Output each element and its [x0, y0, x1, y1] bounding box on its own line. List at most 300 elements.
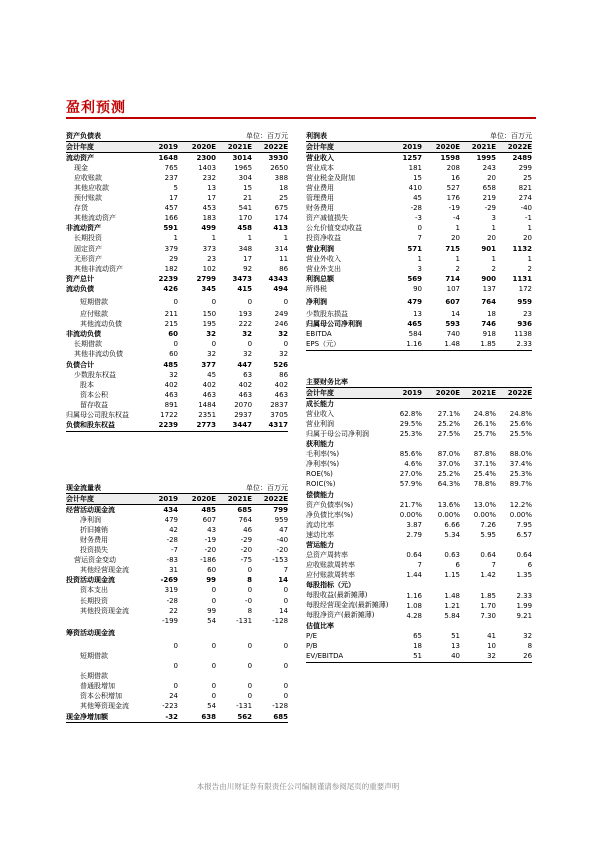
value-cell: 25 [279, 194, 289, 203]
row-label: 营业收入 [306, 153, 334, 162]
value-cell: 60 [169, 350, 178, 359]
row-label: 营业费用 [306, 184, 334, 193]
section-row [306, 440, 532, 450]
table-row [66, 340, 288, 350]
value-cell: 27.5% [437, 430, 460, 439]
table-row [66, 421, 288, 432]
value-cell: 17 [169, 194, 178, 203]
value-cell: -269 [160, 576, 178, 585]
unit-label: 单位：百万元 [490, 131, 532, 140]
value-cell: 57.9% [399, 480, 422, 489]
table-row [66, 264, 288, 274]
row-label: 总资产周转率 [306, 551, 348, 560]
value-cell: 1.35 [516, 571, 533, 580]
row-label: 投资净收益 [306, 234, 341, 243]
value-cell: 23 [207, 254, 217, 263]
heading-divider [66, 117, 536, 119]
value-cell: 410 [408, 184, 422, 193]
value-cell: 2799 [196, 274, 217, 283]
table-row [66, 370, 288, 380]
value-cell: 0 [211, 662, 217, 671]
section-row [306, 541, 532, 551]
row-label: 归属母公司净利润 [306, 320, 362, 329]
value-cell: 1 [173, 234, 178, 243]
table-row [66, 224, 288, 234]
table-row [66, 234, 288, 244]
table-row [306, 264, 532, 274]
value-cell: 0 [247, 662, 253, 671]
value-cell: 20 [487, 234, 496, 243]
value-cell: 0 [211, 641, 217, 650]
table-row [306, 274, 532, 284]
row-label: 速动比率 [306, 530, 334, 539]
table-row [306, 310, 532, 320]
value-cell: 319 [164, 586, 178, 595]
value-cell: 2489 [512, 153, 532, 162]
table-row [66, 586, 288, 596]
value-cell: 0 [211, 682, 217, 691]
value-cell: 458 [237, 224, 253, 233]
row-label: 应收账款周转率 [306, 561, 355, 570]
value-cell: 0 [247, 641, 253, 650]
row-label: 经营活动现金流 [66, 505, 115, 514]
table-row [306, 284, 532, 294]
value-cell: -153 [272, 556, 289, 565]
row-label: 少数股东权益 [74, 370, 116, 379]
value-cell: 1722 [160, 410, 178, 419]
row-label: 长期投资 [74, 234, 102, 243]
year-header: 2019 [396, 142, 422, 153]
value-cell: 1.16 [406, 591, 422, 600]
value-cell: 5 [173, 184, 178, 193]
table-row [66, 214, 288, 224]
row-label: 流动比率 [306, 520, 334, 529]
value-cell: 18 [279, 184, 289, 193]
value-cell: 746 [481, 320, 496, 329]
value-cell: 764 [238, 515, 253, 524]
value-cell [396, 490, 422, 500]
value-cell: 25.3% [509, 470, 533, 479]
value-cell: 0 [211, 340, 217, 349]
row-label: 资产负债率(%) [306, 500, 354, 509]
value-cell: 0 [283, 692, 289, 701]
value-cell: 25.7% [473, 430, 496, 439]
value-cell: 89.7% [509, 480, 533, 489]
value-cell: 0 [211, 586, 217, 595]
value-cell: 1.44 [406, 571, 422, 580]
table-row [66, 380, 288, 390]
row-label: 其他投资现金流 [80, 606, 129, 615]
value-cell: 891 [164, 400, 178, 409]
row-label: 流动资产 [66, 153, 94, 162]
value-cell: 15 [413, 173, 422, 182]
value-cell [216, 651, 252, 661]
value-cell: 0 [283, 662, 289, 671]
value-cell: 13.6% [437, 500, 460, 509]
value-cell: 7.30 [480, 611, 496, 620]
value-cell: 1257 [402, 153, 422, 162]
value-cell: 18 [413, 641, 422, 650]
value-cell: 0 [283, 340, 289, 349]
value-cell: 60 [207, 566, 217, 575]
value-cell: 485 [163, 360, 178, 369]
value-cell [460, 440, 496, 450]
value-cell: 150 [202, 310, 217, 319]
value-cell: 32 [206, 330, 217, 339]
row-label: 负债合计 [66, 360, 94, 369]
table-row [306, 429, 532, 439]
value-cell: 46 [243, 525, 253, 534]
row-label: 每股收益(最新摊薄) [306, 591, 368, 600]
table-row [306, 183, 532, 193]
value-cell: 54 [207, 616, 217, 625]
value-cell: 936 [517, 320, 532, 329]
table-row [306, 194, 532, 204]
year-header: 2021E [216, 494, 252, 505]
value-cell: 14 [451, 310, 460, 319]
value-cell: 402 [238, 380, 253, 389]
value-cell: -199 [162, 616, 178, 625]
value-cell: 1648 [158, 153, 178, 162]
value-cell: 0.00% [399, 510, 422, 519]
row-label: 投资损失 [80, 546, 108, 555]
table-row [306, 234, 532, 244]
value-cell: 447 [237, 360, 253, 369]
value-cell: 0 [247, 682, 253, 691]
fiscal-year-header: 会计年度 [66, 494, 152, 505]
table-row [306, 601, 532, 611]
value-cell: 208 [446, 163, 460, 172]
value-cell: 32 [243, 350, 253, 359]
year-header: 2022E [496, 142, 532, 153]
table-title: 资产负债表 [66, 131, 101, 140]
row-label: 资产减值损失 [306, 214, 348, 223]
year-header: 2019 [152, 142, 178, 153]
value-cell: 54 [207, 702, 217, 711]
table-row [66, 641, 288, 651]
value-cell: 494 [273, 284, 289, 293]
value-cell: 170 [238, 214, 253, 223]
row-label [66, 641, 152, 651]
value-cell: 1.15 [444, 571, 460, 580]
table-row [306, 244, 532, 254]
value-cell: 1.42 [480, 571, 496, 580]
row-label: 毛利率(%) [306, 450, 340, 459]
value-cell: 434 [163, 505, 178, 514]
value-cell: 5.84 [444, 611, 460, 620]
value-cell: 527 [446, 184, 460, 193]
value-cell: 25.5% [509, 430, 533, 439]
value-cell: -28 [166, 596, 178, 605]
value-cell: 1.16 [396, 340, 422, 351]
row-label: EV/EBITDA [306, 652, 396, 663]
value-cell: 26 [496, 652, 532, 663]
value-cell: 29.5% [399, 419, 422, 428]
table-row [66, 390, 288, 400]
value-cell: 60 [168, 330, 178, 339]
value-cell: 183 [202, 214, 217, 223]
value-cell [396, 440, 422, 450]
row-label: 非流动负债 [66, 330, 101, 339]
value-cell: 85.6% [399, 450, 422, 459]
table-row [306, 551, 532, 561]
table-row [66, 153, 288, 164]
table-row [66, 410, 288, 420]
value-cell: 24.8% [509, 409, 533, 418]
row-label: 净利润 [306, 297, 327, 306]
row-label: 净负债比率(%) [306, 510, 354, 519]
row-label: 存货 [74, 204, 88, 213]
value-cell [496, 399, 532, 410]
value-cell [460, 490, 496, 500]
row-label: 净利润 [80, 515, 101, 524]
value-cell: 1403 [198, 163, 217, 172]
row-label: 净利率(%) [306, 460, 340, 469]
value-cell: 2239 [158, 274, 178, 283]
value-cell: 479 [164, 515, 178, 524]
row-label: ROIC(%) [306, 480, 336, 489]
table-row [66, 350, 288, 360]
value-cell [252, 626, 288, 641]
value-cell [460, 399, 496, 410]
row-label: 所得税 [306, 284, 327, 293]
table-row [66, 274, 288, 284]
value-cell [178, 672, 216, 682]
value-cell [422, 440, 460, 450]
value-cell: 1995 [476, 153, 496, 162]
value-cell: 7.95 [516, 520, 533, 529]
value-cell: 402 [164, 380, 178, 389]
row-label: 无形资产 [74, 254, 102, 263]
row-label: 短期借款 [80, 651, 108, 660]
table-row [306, 530, 532, 540]
value-cell: 16 [451, 173, 460, 182]
value-cell: 348 [238, 244, 253, 253]
value-cell: 1.85 [480, 591, 496, 600]
value-cell: 13.0% [473, 500, 496, 509]
value-cell [496, 490, 532, 500]
table-title-row [306, 131, 532, 142]
value-cell: 15 [243, 184, 253, 193]
value-cell: 63 [243, 370, 253, 379]
value-cell: 23 [523, 310, 532, 319]
row-label: 筹资活动现金流 [66, 629, 115, 638]
value-cell: 2.33 [516, 591, 533, 600]
value-cell: 2 [455, 264, 460, 273]
value-cell: 499 [201, 224, 217, 233]
value-cell: 765 [164, 163, 178, 172]
value-cell: 638 [178, 712, 216, 723]
value-cell: 3.87 [406, 520, 422, 529]
value-cell: 0 [211, 297, 217, 306]
value-cell: 685 [237, 505, 253, 514]
table-row [66, 310, 288, 320]
row-label: 固定资产 [74, 244, 102, 253]
value-cell: 463 [164, 390, 178, 399]
value-cell: 32 [279, 350, 289, 359]
value-cell [422, 490, 460, 500]
page-heading: 盈利预测 [66, 100, 126, 116]
value-cell: 1 [417, 254, 422, 263]
value-cell: -40 [520, 204, 532, 213]
value-cell: 1 [491, 224, 496, 233]
value-cell: 3 [417, 264, 422, 273]
table-row [306, 450, 532, 460]
value-cell: 373 [202, 244, 217, 253]
row-label: 应付账款周转率 [306, 571, 355, 580]
value-cell: 426 [163, 284, 178, 293]
value-cell: 20 [487, 173, 496, 182]
value-cell: 2 [491, 264, 496, 273]
row-label [66, 662, 152, 672]
value-cell: 17 [207, 194, 217, 203]
value-cell [460, 621, 496, 631]
value-cell: 99 [206, 576, 217, 585]
value-cell: 3705 [270, 410, 289, 419]
value-cell [460, 581, 496, 591]
year-header: 2020E [178, 142, 216, 153]
value-cell: 47 [279, 525, 289, 534]
value-cell: 232 [202, 173, 217, 182]
value-cell: 3014 [232, 153, 253, 162]
section-row [306, 490, 532, 500]
value-cell [422, 399, 460, 410]
column-header-row [66, 142, 288, 153]
row-label: 长期借款 [80, 672, 108, 681]
fiscal-year-header: 会计年度 [66, 142, 152, 153]
table-row [306, 561, 532, 571]
row-label: 其他非流动资产 [74, 264, 123, 273]
table-row [66, 566, 288, 576]
row-label: 普通股增加 [80, 682, 115, 691]
value-cell: 304 [238, 173, 253, 182]
table-row [66, 295, 288, 310]
value-cell: 32 [169, 370, 178, 379]
table-row [306, 214, 532, 224]
value-cell: 0 [211, 596, 217, 605]
table-row [66, 183, 288, 193]
value-cell: 0 [247, 692, 253, 701]
value-cell: 27.1% [437, 409, 460, 418]
table-row [306, 510, 532, 520]
value-cell: 1138 [514, 330, 532, 339]
value-cell: 0 [173, 662, 178, 671]
value-cell: 24 [169, 692, 178, 701]
value-cell: 959 [517, 297, 532, 306]
value-cell: -40 [276, 536, 289, 545]
value-cell: 3447 [216, 421, 252, 432]
value-cell: 9.21 [516, 611, 533, 620]
value-cell: 51 [451, 631, 460, 640]
value-cell: 107 [446, 284, 460, 293]
value-cell: -128 [272, 616, 289, 625]
row-label: 其他流动资产 [74, 214, 116, 223]
table-row [306, 320, 532, 330]
value-cell: 2300 [196, 153, 217, 162]
table-row [306, 520, 532, 530]
value-cell: 219 [482, 194, 496, 203]
value-cell: 2239 [152, 421, 178, 432]
cash-flow-table [66, 483, 288, 723]
row-label: 营业外收入 [306, 254, 341, 263]
table-row [66, 606, 288, 616]
table-row [66, 672, 288, 682]
value-cell: 31 [169, 566, 178, 575]
value-cell [178, 626, 216, 641]
value-cell: 0 [247, 297, 253, 306]
value-cell: 8 [247, 606, 253, 615]
value-cell: 0 [283, 596, 289, 605]
value-cell: 102 [202, 264, 217, 273]
value-cell: 246 [274, 320, 289, 329]
table-row [66, 651, 288, 661]
value-cell: 2351 [198, 410, 217, 419]
income-statement-table [306, 131, 532, 351]
value-cell: 402 [274, 380, 289, 389]
value-cell: 0 [173, 641, 178, 650]
value-cell: 99 [207, 606, 217, 615]
value-cell: 1484 [198, 400, 217, 409]
value-cell: 274 [518, 194, 532, 203]
value-cell [496, 541, 532, 551]
value-cell [396, 581, 422, 591]
value-cell: 3930 [268, 153, 289, 162]
value-cell: -131 [236, 702, 253, 711]
table-title-row [306, 377, 532, 388]
table-row [66, 330, 288, 340]
value-cell: 6 [527, 561, 533, 570]
value-cell: 92 [243, 264, 253, 273]
table-row [306, 204, 532, 214]
value-cell: 584 [408, 330, 422, 339]
row-label: 财务费用 [306, 204, 334, 213]
value-cell: -20 [276, 546, 289, 555]
row-label: EBITDA [306, 330, 332, 339]
table-row [306, 163, 532, 173]
table-row [66, 626, 288, 641]
year-header: 2022E [252, 494, 288, 505]
value-cell: 181 [408, 163, 422, 172]
value-cell: 24.8% [473, 409, 496, 418]
row-label: 股本 [80, 380, 94, 389]
value-cell: 222 [238, 320, 253, 329]
table-row [66, 320, 288, 330]
value-cell: 1 [491, 254, 496, 263]
value-cell: 345 [201, 284, 217, 293]
row-label: 资产总计 [66, 274, 94, 283]
table-row [66, 254, 288, 264]
table-row [66, 163, 288, 173]
value-cell: 479 [407, 297, 422, 306]
table-title-row [66, 131, 288, 142]
value-cell: 463 [274, 390, 289, 399]
value-cell: 27.0% [399, 470, 422, 479]
table-row [306, 631, 532, 641]
section-row [306, 581, 532, 591]
value-cell: 2.79 [406, 530, 422, 539]
table-row [306, 224, 532, 234]
table-row [66, 400, 288, 410]
value-cell: 7 [417, 234, 422, 243]
table-row [66, 616, 288, 626]
value-cell: 0 [173, 297, 178, 306]
value-cell: -83 [166, 556, 178, 565]
value-cell [152, 651, 178, 661]
value-cell: 45 [207, 370, 217, 379]
value-cell: 463 [238, 390, 253, 399]
table-row [306, 330, 532, 340]
value-cell: 379 [164, 244, 178, 253]
